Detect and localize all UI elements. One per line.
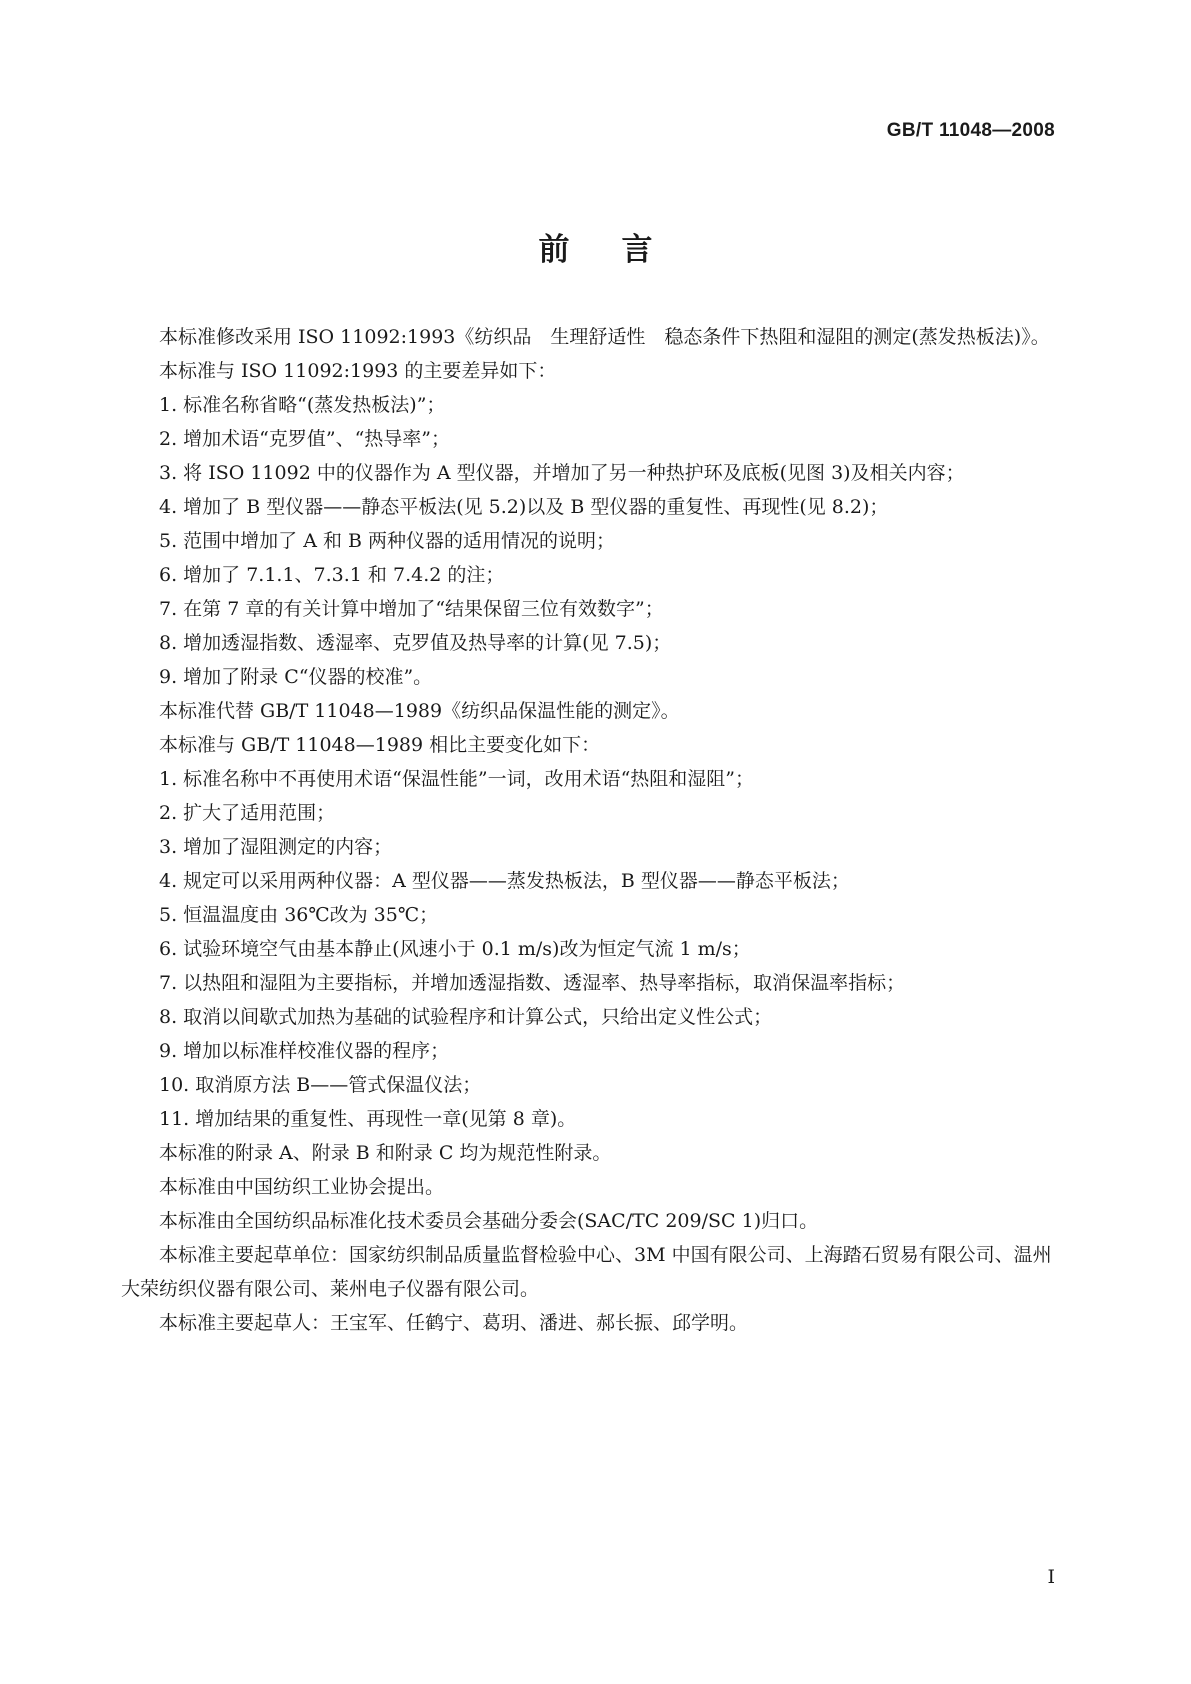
list-item: 9. 增加了附录 C“仪器的校准”。 bbox=[159, 666, 433, 688]
list-item: 6. 试验环境空气由基本静止(风速小于 0.1 m/s)改为恒定气流 1 m/s； bbox=[159, 938, 751, 960]
list-item: 7. 以热阻和湿阻为主要指标，并增加透湿指数、透湿率、热导率指标，取消保温率指标； bbox=[159, 972, 906, 994]
paragraph: 本标准与 ISO 11092:1993 的主要差异如下： bbox=[159, 360, 557, 382]
list-item: 2. 增加术语“克罗值”、“热导率”； bbox=[159, 428, 451, 450]
paragraph: 本标准与 GB/T 11048—1989 相比主要变化如下： bbox=[159, 734, 601, 756]
list-item: 3. 将 ISO 11092 中的仪器作为 A 型仪器，并增加了另一种热护环及底板(见图 3)及相关内容； bbox=[159, 462, 965, 484]
list-item: 5. 范围中增加了 A 和 B 两种仪器的适用情况的说明； bbox=[159, 530, 616, 552]
standard-code: GB/T 11048—2008 bbox=[886, 120, 1055, 141]
paragraph: 本标准主要起草人：王宝军、任鹤宁、葛玥、潘进、郝长振、邱学明。 bbox=[159, 1312, 749, 1334]
list-item: 7. 在第 7 章的有关计算中增加了“结果保留三位有效数字”； bbox=[159, 598, 664, 620]
page-title: 前言 bbox=[538, 232, 705, 268]
paragraph: 本标准主要起草单位：国家纺织制品质量监督检验中心、3M 中国有限公司、上海踏石贸易有限公司、温州大荣纺织仪器有限公司、莱州电子仪器有限公司。 bbox=[121, 1244, 1052, 1300]
list-item: 5. 恒温温度由 36℃改为 35℃； bbox=[159, 904, 439, 926]
list-item: 8. 取消以间歇式加热为基础的试验程序和计算公式，只给出定义性公式； bbox=[159, 1006, 773, 1028]
paragraph: 本标准修改采用 ISO 11092:1993《纺织品 生理舒适性 稳态条件下热阻和湿阻的测定(蒸发热板法)》。 bbox=[159, 326, 1050, 348]
paragraph: 本标准由中国纺织工业协会提出。 bbox=[159, 1176, 445, 1198]
list-item: 4. 增加了 B 型仪器——静态平板法(见 5.2)以及 B 型仪器的重复性、再现性(见 8.2)； bbox=[159, 496, 889, 518]
list-item: 9. 增加以标准样校准仪器的程序； bbox=[159, 1040, 450, 1062]
list-item: 11. 增加结果的重复性、再现性一章(见第 8 章)。 bbox=[159, 1108, 577, 1130]
paragraph: 本标准由全国纺织品标准化技术委员会基础分委会(SAC/TC 209/SC 1)归口。 bbox=[159, 1210, 819, 1232]
list-item: 2. 扩大了适用范围； bbox=[159, 802, 336, 824]
list-item: 1. 标准名称省略“(蒸发热板法)”； bbox=[159, 394, 446, 416]
paragraph: 本标准代替 GB/T 11048—1989《纺织品保温性能的测定》。 bbox=[159, 700, 680, 722]
foreword-body bbox=[121, 320, 1069, 1340]
list-item: 8. 增加透湿指数、透湿率、克罗值及热导率的计算(见 7.5)； bbox=[159, 632, 672, 654]
list-item: 1. 标准名称中不再使用术语“保温性能”一词，改用术语“热阻和湿阻”； bbox=[159, 768, 755, 790]
list-item: 4. 规定可以采用两种仪器：A 型仪器——蒸发热板法，B 型仪器——静态平板法； bbox=[159, 870, 850, 892]
page-number: I bbox=[1047, 1566, 1055, 1588]
list-item: 6. 增加了 7.1.1、7.3.1 和 7.4.2 的注； bbox=[159, 564, 505, 586]
list-item: 3. 增加了湿阻测定的内容； bbox=[159, 836, 393, 858]
list-item: 10. 取消原方法 B——管式保温仪法； bbox=[159, 1074, 482, 1096]
paragraph: 本标准的附录 A、附录 B 和附录 C 均为规范性附录。 bbox=[159, 1142, 612, 1164]
